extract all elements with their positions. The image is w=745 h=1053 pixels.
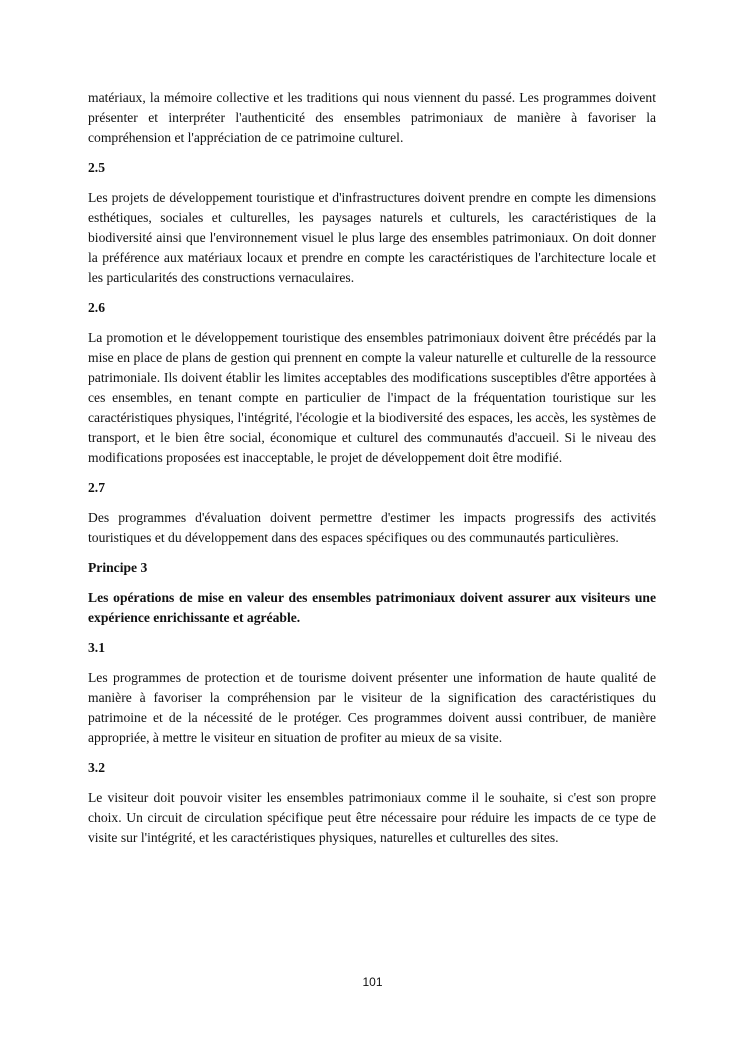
- section-heading-3-2: 3.2: [88, 760, 105, 775]
- paragraph-3-2: Le visiteur doit pouvoir visiter les ensembles patrimoniaux comme il le souhaite, si c'est son propre choix. Un circuit de circulation spécifique peut être nécessaire pour réduire les impacts de ce type de visite sur l'intégrité, et les caractéristiques physiques, naturelles et culturelles des sites.: [88, 790, 656, 845]
- section-heading-2-7: 2.7: [88, 480, 105, 495]
- section-heading-2-6: 2.6: [88, 300, 105, 315]
- document-page: [88, 88, 656, 858]
- paragraph-3-1: Les programmes de protection et de tourisme doivent présenter une information de haute qualité de manière à favoriser la compréhension par le visiteur de la signification des caractéristiques du patrimoine et de la nécessité de le protéger. Ces programmes doivent aussi contribuer, de manière appropriée, à mettre le visiteur en situation de profiter au mieux de sa visite.: [88, 670, 656, 745]
- section-heading-2-5: 2.5: [88, 160, 105, 175]
- paragraph-2-6: La promotion et le développement touristique des ensembles patrimoniaux doivent être précédés par la mise en place de plans de gestion qui prennent en compte la valeur naturelle et culturelle de la ressource patrimoniale. Ils doivent établir les limites acceptables des modifications susceptibles d'être apportées à ces ensembles, en tenant compte en particulier de l'impact de la fréquentation touristique sur les caractéristiques physiques, l'intégrité, l'écologie et la biodiversité des espaces, les accès, les systèmes de transport, et le bien être social, économique et culturel des communautés d'accueil. Si le niveau des modifications proposées est inacceptable, le projet de développement doit être modifié.: [88, 330, 656, 465]
- principle-heading-3: Principe 3: [88, 560, 148, 575]
- page-number: 101: [362, 975, 383, 989]
- principle-3-statement: Les opérations de mise en valeur des ensembles patrimoniaux doivent assurer aux visiteurs une expérience enrichissante et agréable.: [88, 590, 656, 625]
- paragraph-intro: matériaux, la mémoire collective et les traditions qui nous viennent du passé. Les programmes doivent présenter et interpréter l'authenticité des ensembles patrimoniaux de manière à favoriser la compréhension et l'appréciation de ce patrimoine culturel.: [88, 90, 656, 145]
- paragraph-2-5: Les projets de développement touristique et d'infrastructures doivent prendre en compte les dimensions esthétiques, sociales et culturelles, les paysages naturels et culturels, les caractéristiques de la biodiversité ainsi que l'environnement visuel le plus large des ensembles patrimoniaux. On doit donner la préférence aux matériaux locaux et prendre en compte les caractéristiques de l'architecture locale et les particularités des constructions vernaculaires.: [88, 190, 656, 285]
- section-heading-3-1: 3.1: [88, 640, 105, 655]
- paragraph-2-7: Des programmes d'évaluation doivent permettre d'estimer les impacts progressifs des activités touristiques et du développement dans des espaces spécifiques ou des communautés particulières.: [88, 510, 656, 545]
